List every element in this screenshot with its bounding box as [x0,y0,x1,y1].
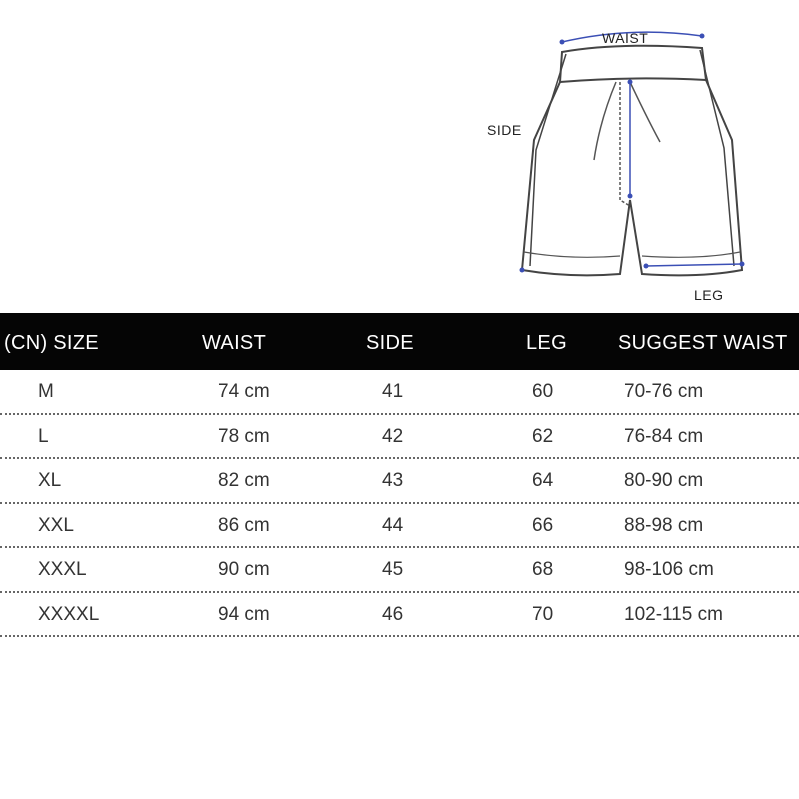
side-cell: 46 [382,603,404,625]
waist-cell: 82 cm [218,470,270,491]
leg-cell: 64 [532,470,554,491]
shorts-diagram [470,20,770,310]
waist-label: WAIST [602,30,649,46]
table-row [0,370,799,415]
waist-cell: 74 cm [218,381,270,402]
header-leg: LEG [526,332,567,354]
waist-cell: 78 cm [218,425,270,447]
header-size: (CN) SIZE [4,332,99,354]
leg-cell: 60 [532,381,554,402]
header-suggest-waist: SUGGEST WAIST [618,332,788,354]
table-row [0,415,799,460]
header-side: SIDE [366,332,414,354]
header-waist: WAIST [202,332,267,354]
shorts-outline-icon [470,20,770,310]
side-cell: 42 [382,425,404,447]
size-cell: XXL [38,514,74,536]
suggest-cell: 88-98 cm [624,514,704,536]
size-cell: XXXL [38,559,87,580]
table-row [0,459,799,504]
suggest-cell: 80-90 cm [624,470,704,491]
size-cell: XXXXL [38,603,100,625]
side-cell: 45 [382,559,404,580]
side-cell: 44 [382,514,404,536]
side-label: SIDE [487,122,522,138]
leg-cell: 62 [532,425,554,447]
suggest-cell: 70-76 cm [624,381,704,402]
suggest-cell: 98-106 cm [624,559,714,580]
side-cell: 43 [382,470,404,491]
size-cell: XL [38,470,62,491]
leg-cell: 68 [532,559,554,580]
leg-cell: 70 [532,603,554,625]
side-cell: 41 [382,381,404,402]
waist-cell: 90 cm [218,559,270,580]
leg-label: LEG [694,287,724,303]
table-header [0,313,799,370]
table-row [0,548,799,593]
size-cell: M [38,381,54,402]
waist-cell: 94 cm [218,603,270,625]
size-chart-table [0,313,799,637]
waist-cell: 86 cm [218,514,270,536]
size-cell: L [38,425,49,447]
suggest-cell: 102-115 cm [624,603,723,625]
table-row [0,593,799,638]
leg-cell: 66 [532,514,554,536]
table-row [0,504,799,549]
suggest-cell: 76-84 cm [624,425,704,447]
